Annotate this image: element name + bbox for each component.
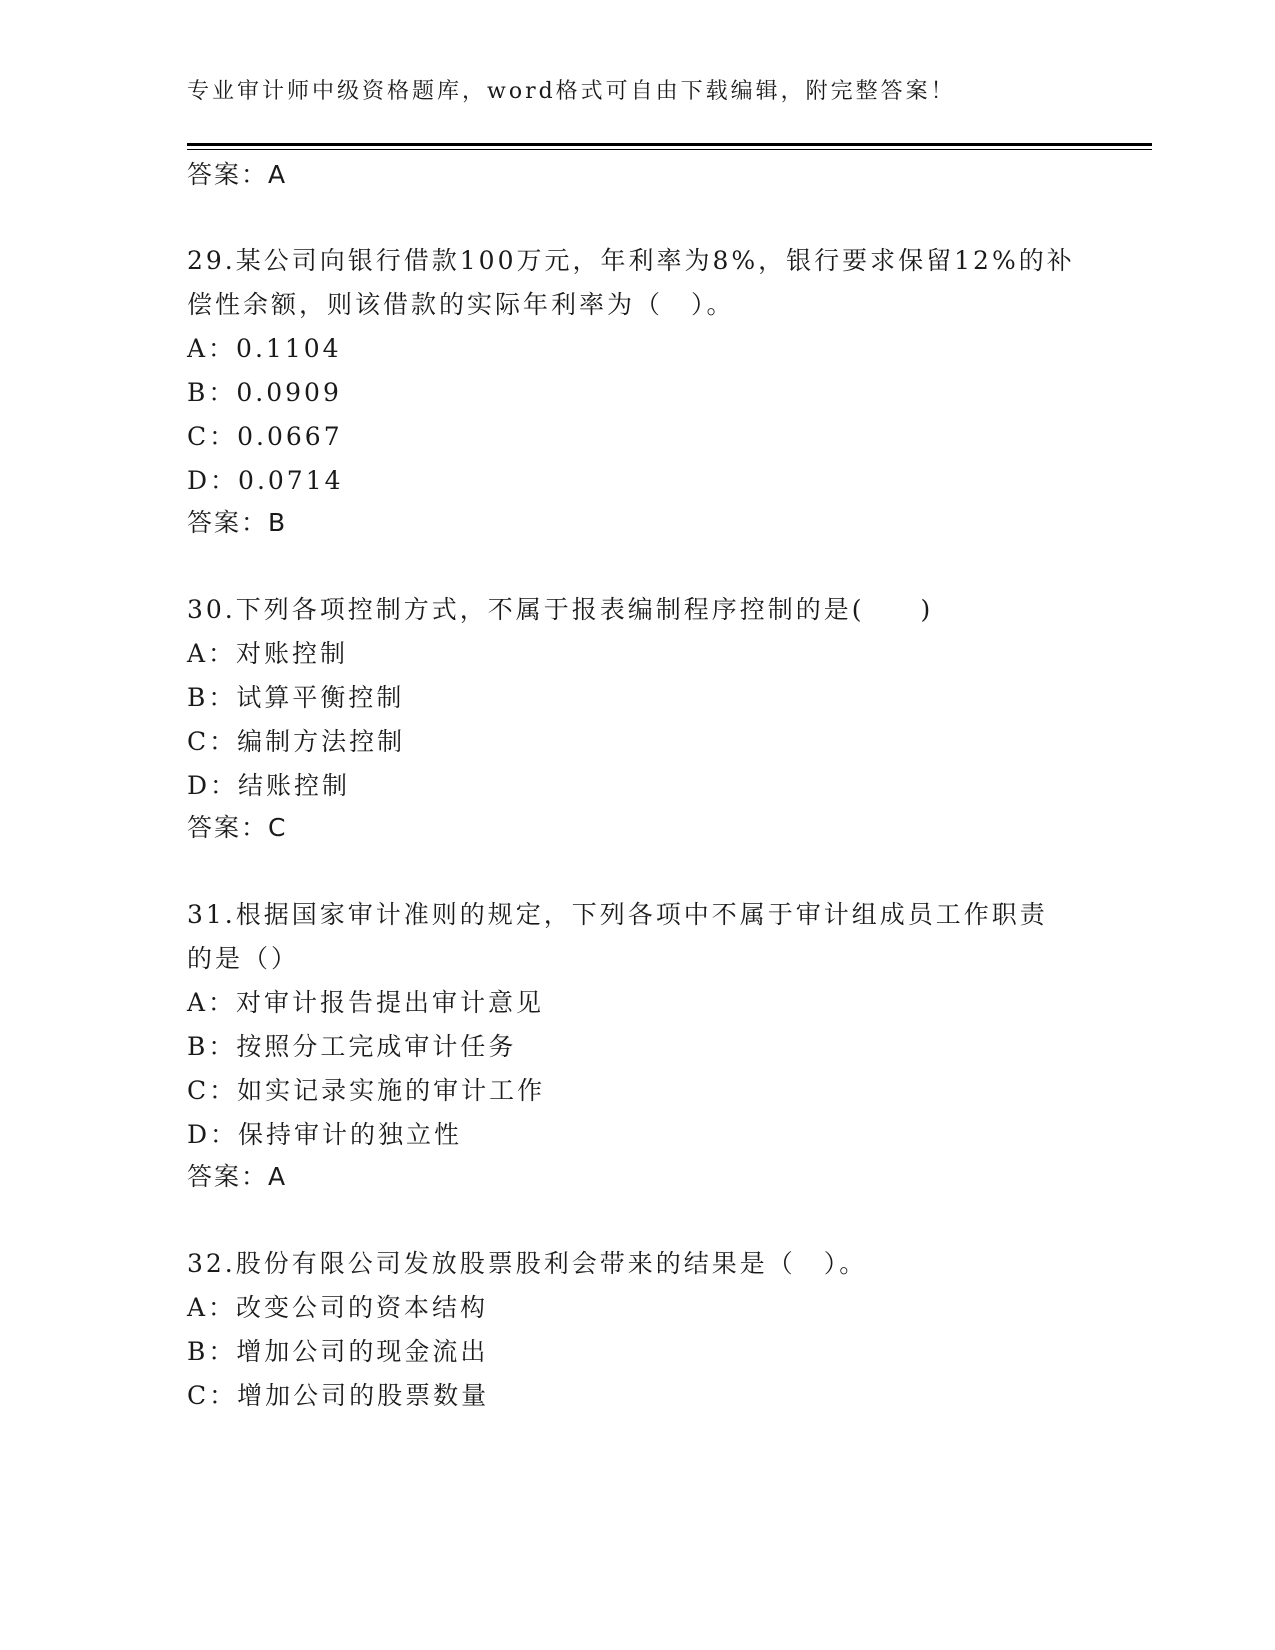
option-line: D：0.0714	[187, 466, 344, 495]
option-line: C：如实记录实施的审计工作	[187, 1076, 546, 1105]
header-rule-thin	[187, 149, 1152, 150]
question-text: 32.股份有限公司发放股票股利会带来的结果是（ ）。	[187, 1249, 868, 1278]
option-line: D：结账控制	[187, 771, 351, 800]
question-text: 的是（）	[187, 944, 300, 973]
option-line: B：增加公司的现金流出	[187, 1337, 489, 1366]
header-text: 专业审计师中级资格题库，word格式可自由下载编辑，附完整答案！	[187, 79, 956, 104]
option-line: A：对审计报告提出审计意见	[187, 988, 545, 1017]
option-line: C：增加公司的股票数量	[187, 1381, 490, 1410]
answer-line: 答案：A	[187, 160, 288, 189]
question-text: 偿性余额，则该借款的实际年利率为（ ）。	[187, 290, 735, 319]
question-text: 30.下列各项控制方式，不属于报表编制程序控制的是( )	[187, 595, 934, 624]
answer-line: 答案：C	[187, 813, 288, 842]
option-line: D：保持审计的独立性	[187, 1120, 463, 1149]
option-line: C：编制方法控制	[187, 727, 406, 756]
option-line: A：0.1104	[187, 334, 342, 363]
answer-line: 答案：A	[187, 1162, 288, 1191]
option-line: C：0.0667	[187, 422, 343, 451]
option-line: B：0.0909	[187, 378, 342, 407]
option-line: A：对账控制	[187, 639, 349, 668]
question-text: 31.根据国家审计准则的规定，下列各项中不属于审计组成员工作职责	[187, 900, 1048, 929]
option-line: A：改变公司的资本结构	[187, 1293, 489, 1322]
option-line: B：按照分工完成审计任务	[187, 1032, 517, 1061]
question-text: 29.某公司向银行借款100万元，年利率为8%，银行要求保留12%的补	[187, 246, 1075, 275]
answer-line: 答案：B	[187, 508, 288, 537]
header-rule-thick	[187, 143, 1152, 146]
option-line: B：试算平衡控制	[187, 683, 405, 712]
